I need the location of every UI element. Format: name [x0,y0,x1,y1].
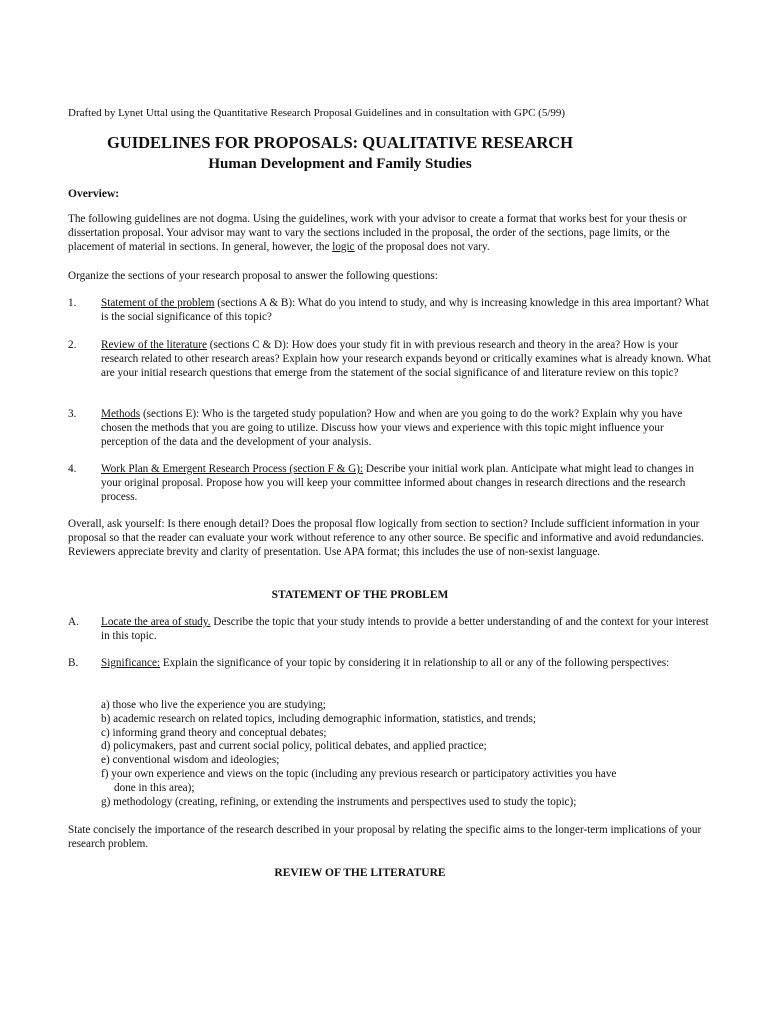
document-title: GUIDELINES FOR PROPOSALS: QUALITATIVE RESEARCH [106,133,574,152]
item-text: Describe your initial work plan. Anticipate what might lead to changes in your original proposal. Propose how you will keep your committee informed about changes in research directions and the research process. [101,463,694,503]
list-item: c) informing grand theory and conceptual debates; [101,726,327,739]
list-item: b) academic research on related topics, including demographic information, statistics, and trends; [101,712,536,725]
item-text: Explain the significance of your topic by considering it in relationship to all or any of the following perspectives: [160,657,670,669]
item-text: Describe the topic that your study intends to provide a better understanding of and the context for your interest in this topic. [101,616,709,642]
list-item: d) policymakers, past and current social policy, political debates, and applied practice; [101,740,487,753]
item-text: (sections E): Who is the targeted study population? How and when are you going to do the work? Explain why you have chosen the methods that you are going to utilize. Discuss how your views and experience with this topic might influence your perception of the data and the development of your analysis. [101,408,683,448]
list-item: a) those who live the experience you are studying; [101,699,326,711]
list-item: g) methodology (creating, refining, or extending the instruments and perspectives used to study the topic); [101,795,577,808]
item-number: B. [68,657,79,669]
overall-paragraph: Overall, ask yourself: Is there enough detail? Does the proposal flow logically from section to section? Include sufficient information in your proposal so that the reader can evaluate your work without reference to any other source. Be specific and informative and avoid redundancies. Reviewers appreciate brevity and clarity of presentation. Use APA format; this includes the use of non-sexist language. [68,518,704,558]
item-heading: Methods [101,408,141,420]
logic-word: logic [332,240,355,253]
review-heading: REVIEW OF THE LITERATURE [274,867,446,879]
item-heading: Statement of the problem [101,297,215,309]
item-number: 2. [68,339,77,351]
document-subtitle: Human Development and Family Studies [208,156,472,172]
list-item: e) conventional wisdom and ideologies; [101,754,280,767]
overview-text-a: The following guidelines are not dogma. Using the guidelines, work with your advisor to create a format that works best for your thesis or dissertation proposal. Your advisor may want to vary the sections included in the proposal, the order of the sections, page limits, or the placement of material in sections. In general, however, the [68,213,687,253]
item-heading: Work Plan & Emergent Research Process (section F & G): [101,463,364,475]
item-text: (sections A & B): What do you intend to study, and why is increasing knowledge in this area important? What is the social significance of this topic? [101,297,709,323]
item-number: 3. [68,408,77,420]
item-number: 4. [68,463,77,475]
overview-paragraph [68,213,708,254]
statement-heading: STATEMENT OF THE PROBLEM [271,589,449,601]
item-heading: Locate the area of study. [101,616,211,628]
drafted-note: Drafted by Lynet Uttal using the Quantitative Research Proposal Guidelines and in consultation with GPC (5/99) [68,107,566,119]
perspectives-list [101,699,701,809]
item-heading: Significance: [101,657,161,669]
item-number: A. [68,616,79,628]
item-heading: Review of the literature [101,339,207,351]
item-text: (sections C & D): How does your study fit in with previous research and theory in the area? How is your research related to other research areas? Explain how your research expands beyond or critically examines what is already known. What are your initial research questions that emerge from the statement of the social significance of and literature review on this topic? [101,339,711,379]
list-item: f) your own experience and views on the topic (including any previous research or participatory activities you have [101,767,617,780]
overview-label: Overview: [68,188,120,200]
overview-text-b: of the proposal does not vary. [354,240,490,253]
closing-paragraph: State concisely the importance of the research described in your proposal by relating the specific aims to the longer-term implications of your research problem. [68,824,702,850]
item-number: 1. [68,297,77,309]
list-item-continuation: done in this area); [114,781,195,794]
organize-paragraph: Organize the sections of your research proposal to answer the following questions: [68,270,438,282]
